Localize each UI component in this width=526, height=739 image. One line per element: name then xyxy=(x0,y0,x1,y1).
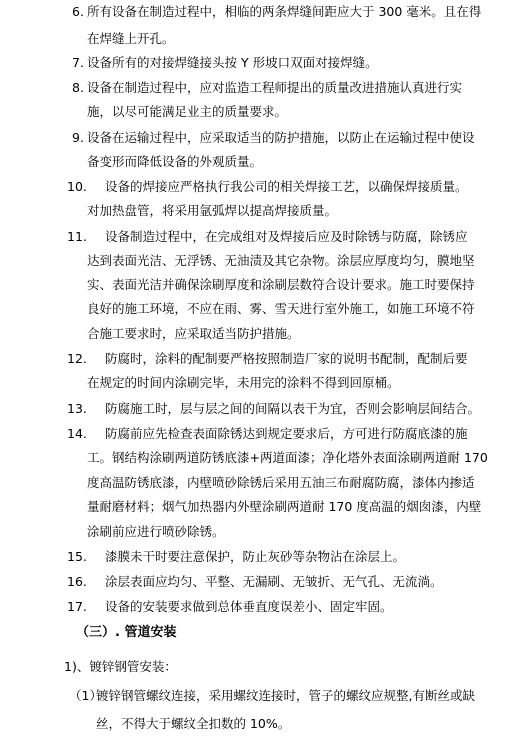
item-text-line: 在焊缝上开孔。 xyxy=(87,31,175,46)
item-number: 12. xyxy=(67,351,87,366)
item-text-line: 所有设备在制造过程中，相临的两条焊缝间距应大于 300 毫米。且在得 xyxy=(87,4,482,19)
item-text-line: 量耐磨材料；烟气加热器内外壁涂刷两道耐 170 度高温的烟囱漆，内壁 xyxy=(87,499,482,514)
item-number: 17. xyxy=(67,599,87,614)
item-text-line: 设备的焊接应严格执行我公司的相关焊接工艺，以确保焊接质量。 xyxy=(105,179,468,194)
item-text-line: 对加热盘管，将采用氩弧焊以提高焊接质量。 xyxy=(87,203,338,218)
item-text-line: 良好的施工环境，不应在雨、雾、雪天进行室外施工，如施工环境不符 xyxy=(87,301,475,316)
item-text-line: 设备在运输过程中，应采取适当的防护措施，以防止在运输过程中使设 xyxy=(87,130,475,145)
item-number: 16. xyxy=(67,574,87,589)
item-text-line: 度高温防锈底漆，内壁喷砂除锈后采用五油三布耐腐防腐，漆体内掺适 xyxy=(87,475,475,490)
item-text-line: 工。钢结构涂刷两道防锈底漆+两道面漆；净化塔外表面涂刷两道耐 170 xyxy=(87,450,488,465)
section-heading: （三）. 管道安装 xyxy=(76,625,177,640)
clause-text-line: 镀锌钢管螺纹连接，采用螺纹连接时，管子的螺纹应规整,有断丝或缺 xyxy=(96,688,475,703)
clause-text-line: 丝，不得大于螺纹全扣数的 10%。 xyxy=(96,716,291,731)
item-number: 9. xyxy=(72,130,84,145)
item-text-line: 涂层表面应均匀、平整、无漏刷、无皱折、无气孔、无流淌。 xyxy=(105,574,443,589)
item-text-line: 防腐前应先检查表面除锈达到规定要求后，方可进行防腐底漆的施 xyxy=(105,426,468,441)
item-text-line: 设备所有的对接焊缝接头按 Y 形坡口双面对接焊缝。 xyxy=(87,55,378,70)
item-text-line: 设备的安装要求做到总体垂直度误差小、固定牢固。 xyxy=(105,599,393,614)
item-text-line: 达到表面光洁、无浮锈、无油渍及其它杂物。涂层应厚度均匀，膜地坚 xyxy=(87,253,475,268)
item-text-line: 在规定的时间内涂刷完毕，未用完的涂料不得到回原桶。 xyxy=(87,375,400,390)
item-number: 11. xyxy=(67,229,87,244)
item-number: 7. xyxy=(72,55,84,70)
sub-heading: 1)、镀锌钢管安装： xyxy=(64,659,177,674)
item-text-line: 实、表面光洁并确保涂刷厚度和涂刷层数符合设计要求。施工时要保持 xyxy=(87,277,475,292)
item-number: 14. xyxy=(67,426,87,441)
item-number: 6. xyxy=(72,4,84,19)
item-text-line: 防腐施工时，层与层之间的间隔以表干为宜，否则会影响层间结合。 xyxy=(105,401,481,416)
item-number: 13. xyxy=(67,401,87,416)
item-text-line: 施，以尽可能满足业主的质量要求。 xyxy=(87,104,288,119)
item-number: 8. xyxy=(72,80,84,95)
item-text-line: 设备在制造过程中，应对监造工程师提出的质量改进措施认真进行实 xyxy=(87,80,463,95)
item-text-line: 防腐时，涂料的配制要严格按照制造厂家的说明书配制，配制后要 xyxy=(105,351,468,366)
item-number: 10. xyxy=(67,179,87,194)
clause-number: （1） xyxy=(69,688,102,703)
item-text-line: 涂刷前应进行喷砂除锈。 xyxy=(87,524,225,539)
item-text-line: 合施工要求时，应采取适当防护措施。 xyxy=(87,326,300,341)
item-number: 15. xyxy=(67,549,87,564)
item-text-line: 漆膜未干时要注意保护，防止灰砂等杂物沾在涂层上。 xyxy=(105,549,406,564)
item-text-line: 备变形而降低设备的外观质量。 xyxy=(87,154,263,169)
item-text-line: 设备制造过程中，在完成组对及焊接后应及时除锈与防腐，除锈应 xyxy=(105,229,468,244)
